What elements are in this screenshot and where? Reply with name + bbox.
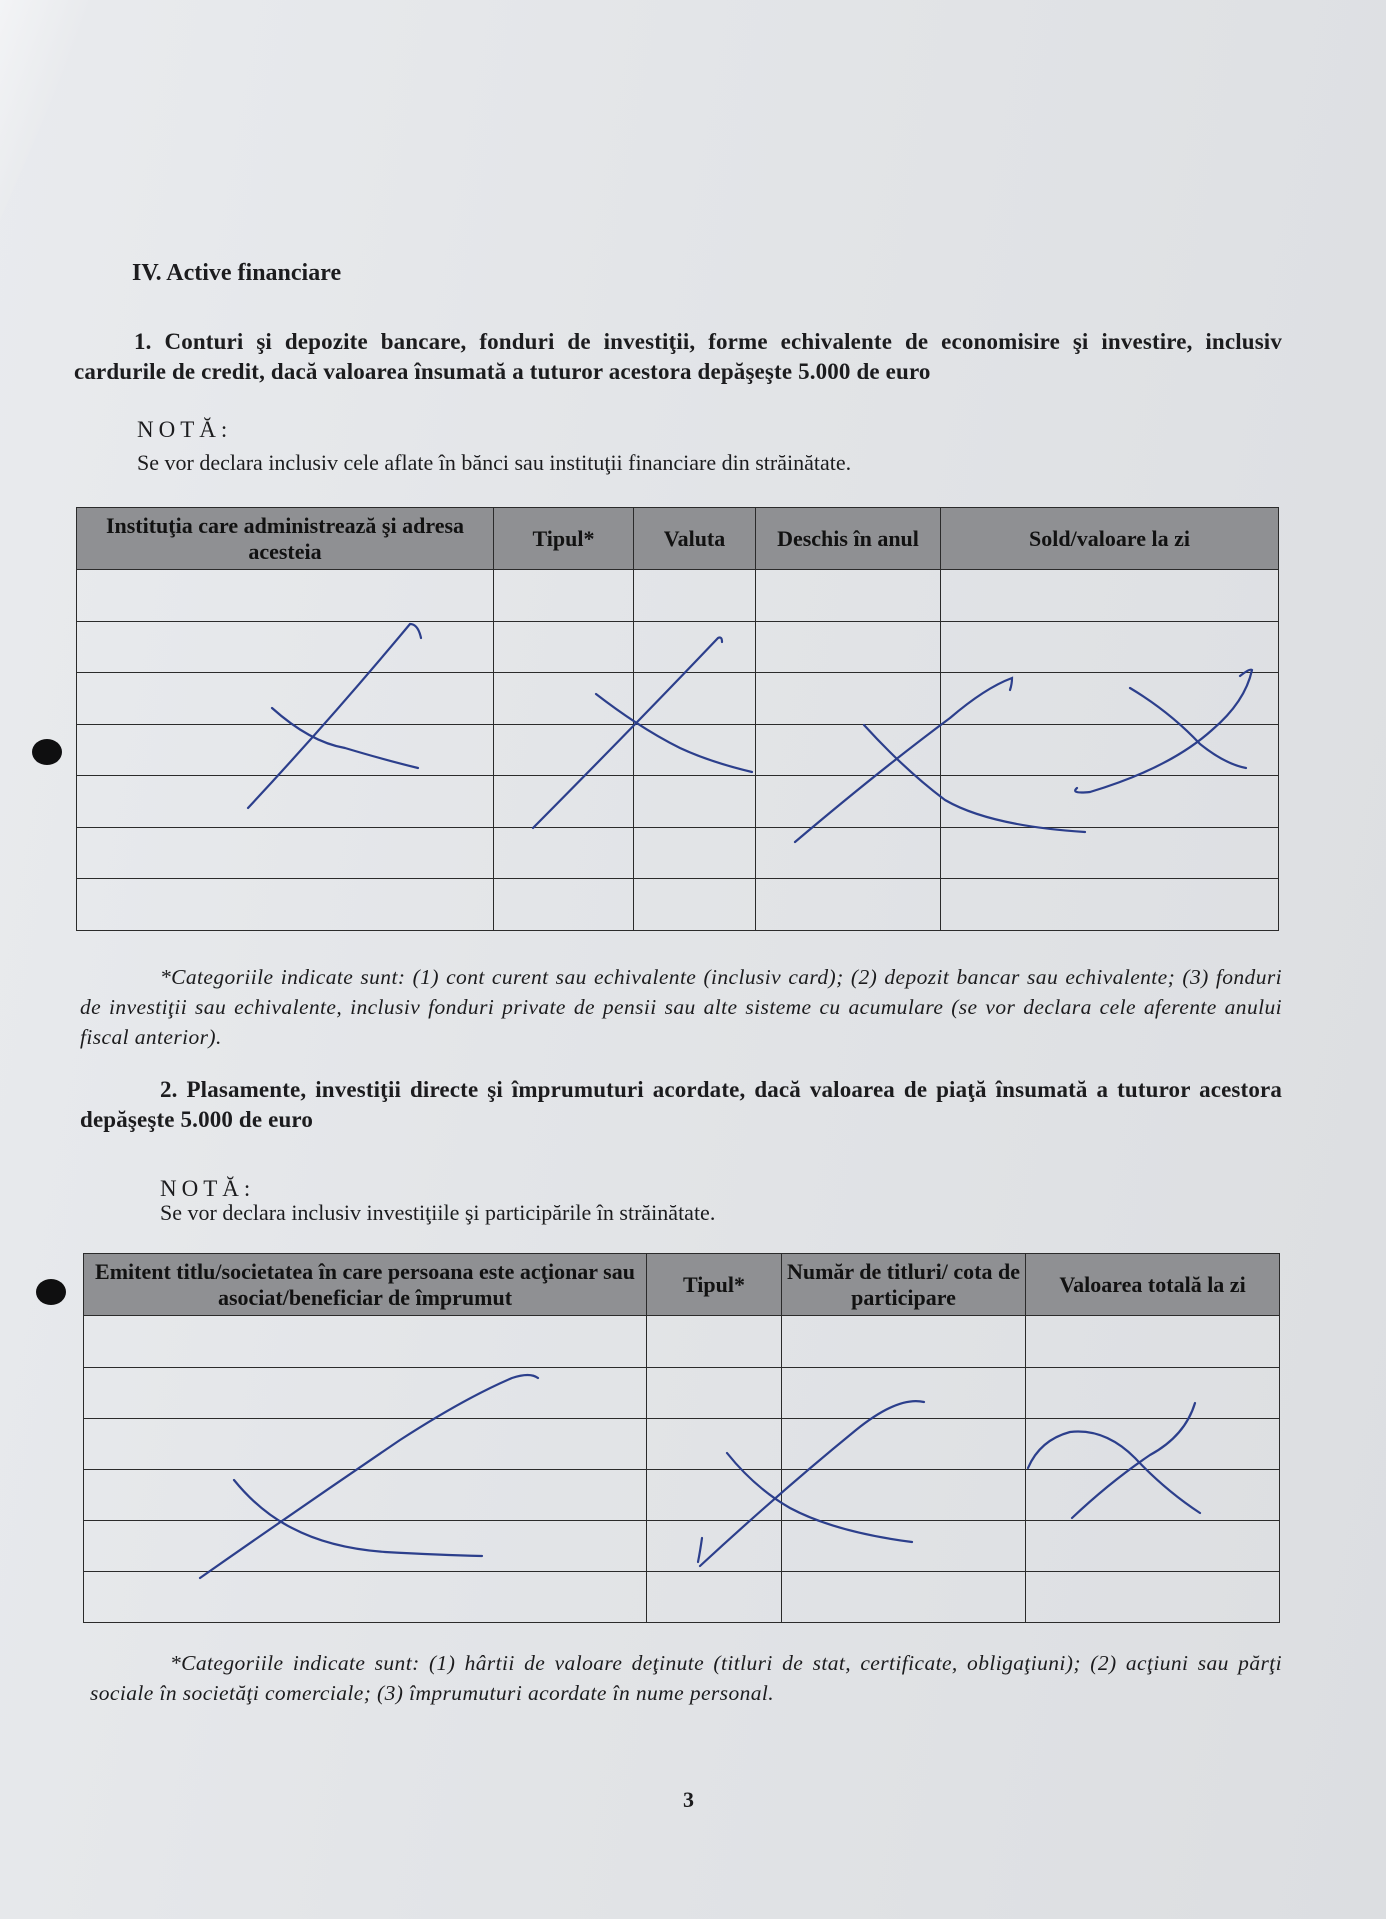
table-cell (941, 570, 1279, 622)
table-cell (634, 776, 756, 828)
part1-footnote: *Categoriile indicate sunt: (1) cont curent sau echivalente (inclusiv card); (2) depozit bancar sau echivalente; (3) fonduri de investiţii sau echivalente, inclusiv fonduri private de pensii sau alte sisteme cu acumulare (se vor declara cele aferente anului fiscal anterior). (80, 965, 1282, 1049)
table-cell (782, 1368, 1026, 1419)
table-cell (77, 570, 494, 622)
table-row (77, 776, 1279, 828)
table-cell (494, 776, 634, 828)
table-cell (782, 1470, 1026, 1521)
part1-heading: 1. Conturi şi depozite bancare, fonduri de investiţii, forme echivalente de economisire şi investire, inclusiv cardurile de credit, dacă valoarea însumată a tuturor acestora depăşeşte 5.000 de euro (74, 329, 1282, 384)
table-cell (1026, 1368, 1280, 1419)
table-cell (634, 725, 756, 776)
table-cell (77, 879, 494, 931)
table-cell (782, 1316, 1026, 1368)
page-number: 3 (683, 1787, 694, 1812)
table-cell (756, 776, 941, 828)
table-cell (84, 1572, 647, 1623)
table-cell (647, 1368, 782, 1419)
table-row (84, 1419, 1280, 1470)
punch-hole-bottom (36, 1279, 66, 1305)
table-cell (941, 879, 1279, 931)
table-cell (494, 673, 634, 725)
table-cell (84, 1368, 647, 1419)
investments-header-issuer: Emitent titlu/societatea în care persoana este acţionar sau asociat/beneficiar de împrumut (84, 1254, 647, 1316)
accounts-header-institution: Instituţia care administrează şi adresa acesteia (77, 508, 494, 570)
investments-header-total-value: Valoarea totală la zi (1026, 1254, 1280, 1316)
part2-nota-text: Se vor declara inclusiv investiţiile şi participările în străinătate. (160, 1200, 716, 1225)
part1-nota-label: NOTĂ: (137, 417, 233, 442)
table-cell (756, 828, 941, 879)
accounts-table (76, 507, 1279, 931)
table-cell (77, 725, 494, 776)
accounts-header-type: Tipul* (494, 508, 634, 570)
table-cell (634, 828, 756, 879)
table-cell (941, 622, 1279, 673)
table-cell (1026, 1470, 1280, 1521)
table-row (84, 1572, 1280, 1623)
table-cell (494, 828, 634, 879)
table-cell (756, 622, 941, 673)
table-row (77, 725, 1279, 776)
table-cell (782, 1521, 1026, 1572)
table-cell (634, 622, 756, 673)
table-cell (494, 570, 634, 622)
table-cell (84, 1419, 647, 1470)
table-cell (941, 828, 1279, 879)
table-cell (1026, 1316, 1280, 1368)
accounts-table-header-row (77, 508, 1279, 570)
table-row (84, 1368, 1280, 1419)
punch-hole-top (32, 739, 62, 765)
table-cell (647, 1470, 782, 1521)
table-cell (77, 673, 494, 725)
table-cell (1026, 1419, 1280, 1470)
table-cell (1026, 1521, 1280, 1572)
table-row (77, 622, 1279, 673)
table-cell (647, 1572, 782, 1623)
investments-table (83, 1253, 1280, 1623)
investments-header-shares: Număr de titluri/ cota de participare (782, 1254, 1026, 1316)
table-cell (941, 673, 1279, 725)
accounts-header-balance: Sold/valoare la zi (941, 508, 1279, 570)
table-cell (84, 1521, 647, 1572)
table-cell (84, 1316, 647, 1368)
table-row (77, 828, 1279, 879)
table-row (77, 673, 1279, 725)
table-row (77, 570, 1279, 622)
folded-corner (0, 0, 100, 240)
table-cell (756, 673, 941, 725)
table-row (84, 1470, 1280, 1521)
part2-nota-label: NOTĂ: (160, 1176, 256, 1201)
table-cell (756, 570, 941, 622)
section-title: IV. Active financiare (132, 260, 342, 286)
part2-heading: 2. Plasamente, investiţii directe şi împrumuturi acordate, dacă valoarea de piaţă însumată a tuturor acestora depăşeşte 5.000 de euro (80, 1077, 1282, 1132)
table-cell (756, 879, 941, 931)
table-row (84, 1521, 1280, 1572)
investments-header-type: Tipul* (647, 1254, 782, 1316)
table-row (84, 1316, 1280, 1368)
part1-nota-text: Se vor declara inclusiv cele aflate în bănci sau instituţii financiare din străinătate. (137, 450, 852, 475)
table-cell (941, 725, 1279, 776)
accounts-header-opened-year: Deschis în anul (756, 508, 941, 570)
investments-table-header-row (84, 1254, 1280, 1316)
table-cell (782, 1572, 1026, 1623)
table-cell (941, 776, 1279, 828)
table-cell (77, 828, 494, 879)
table-cell (1026, 1572, 1280, 1623)
table-cell (756, 725, 941, 776)
table-cell (634, 570, 756, 622)
table-cell (782, 1419, 1026, 1470)
table-cell (494, 725, 634, 776)
accounts-header-currency: Valuta (634, 508, 756, 570)
table-cell (647, 1316, 782, 1368)
table-cell (647, 1419, 782, 1470)
table-cell (634, 673, 756, 725)
table-cell (647, 1521, 782, 1572)
table-cell (84, 1470, 647, 1521)
table-cell (77, 776, 494, 828)
table-cell (494, 879, 634, 931)
part2-footnote: *Categoriile indicate sunt: (1) hârtii de valoare deţinute (titluri de stat, certificate, obligaţiuni); (2) acţiuni sau părţi sociale în societăţi comerciale; (3) împrumuturi acordate în nume personal. (90, 1651, 1282, 1705)
table-cell (77, 622, 494, 673)
table-cell (634, 879, 756, 931)
table-cell (494, 622, 634, 673)
table-row (77, 879, 1279, 931)
